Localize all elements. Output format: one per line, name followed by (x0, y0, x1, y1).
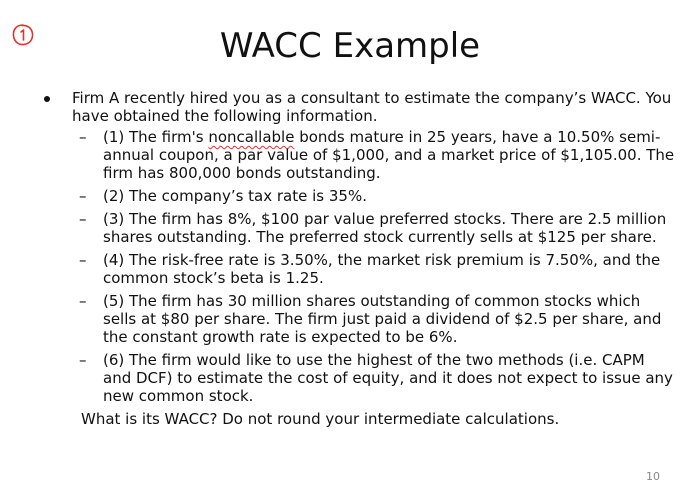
question-text: What is its WACC? Do not round your intermediate calculations. (81, 410, 560, 428)
info-item-6 (44, 351, 676, 405)
dash-marker: – (79, 292, 87, 310)
info-item-1-text-after: bonds mature in 25 years, have a 10.50% semi-annual coupon, a par value of $1,000, and a market price of $1,105.00. The firm has 800,000 bonds outstanding. (103, 128, 675, 182)
info-item-4 (44, 251, 676, 287)
info-item-6-text: (6) The firm would like to use the highest of the two methods (i.e. CAPM and DCF) to estimate the cost of equity, and it does not expect to issue any new common stock. (103, 351, 673, 405)
info-item-2-text: (2) The company’s tax rate is 35%. (103, 187, 367, 205)
dash-marker: – (79, 351, 87, 369)
dash-marker: – (79, 187, 87, 205)
info-item-5 (44, 292, 676, 346)
spellcheck-word: noncallable (208, 128, 295, 146)
dash-marker: – (79, 251, 87, 269)
intro-text: Firm A recently hired you as a consultant to estimate the company’s WACC. You have obtained the following information. (72, 89, 672, 125)
info-item-4-text: (4) The risk-free rate is 3.50%, the market risk premium is 7.50%, and the common stock’s beta is 1.25. (103, 251, 661, 287)
page-number: 10 (646, 470, 660, 483)
info-item-3-text: (3) The firm has 8%, $100 par value preferred stocks. There are 2.5 million shares outstanding. The preferred stock currently sells at $125 per share. (103, 210, 667, 246)
main-bullet (44, 89, 676, 125)
info-item-5-text: (5) The firm has 30 million shares outstanding of common stocks which sells at $80 per share. The firm just paid a dividend of $2.5 per share, and the constant growth rate is expected to be 6%. (103, 292, 662, 346)
bullet-dot-icon (44, 96, 50, 102)
slide-content (44, 89, 676, 428)
slide-title: WACC Example (219, 26, 481, 66)
info-item-1-text-before: (1) The firm's (103, 128, 209, 146)
info-item-1 (44, 128, 676, 182)
info-item-3 (44, 210, 676, 246)
dash-marker: – (79, 210, 87, 228)
dash-marker: – (79, 128, 87, 146)
info-item-2 (44, 187, 676, 205)
info-list (44, 128, 676, 405)
